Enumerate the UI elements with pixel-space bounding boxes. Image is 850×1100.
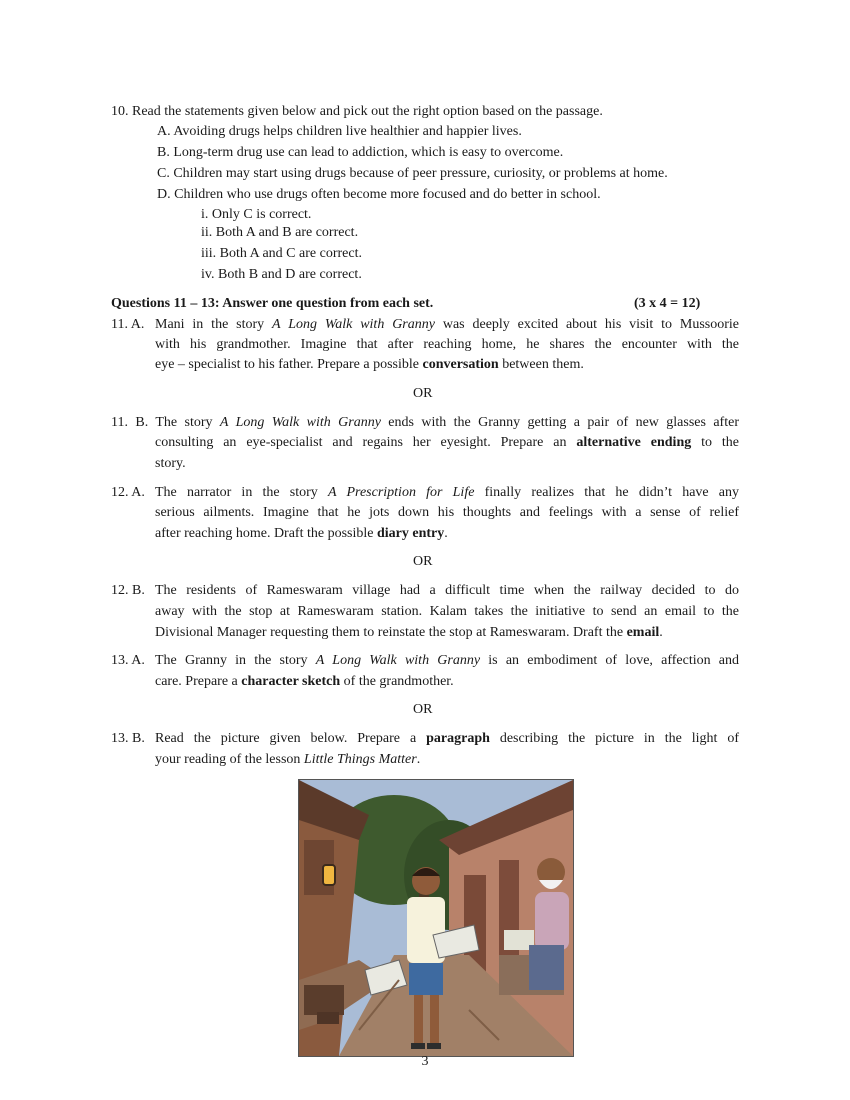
boy-right-leg <box>430 995 439 1045</box>
q12b-line-2: away with the stop at Rameswaram station. Kalam takes the initiative to send an email to the <box>155 604 739 619</box>
boy-left-leg <box>414 995 423 1045</box>
or-separator-2: OR <box>413 554 433 569</box>
q11b-line-2: consulting an eye-specialist and regains her eyesight. Prepare an alternative ending to the <box>155 435 740 450</box>
q12a-line-3: after reaching home. Draft the possible diary entry. <box>155 526 448 541</box>
q10-statement-b: B. Long-term drug use can lead to addiction, which is easy to overcome. <box>157 145 564 160</box>
set-header-title: Questions 11 – 13: Answer one question from each set. <box>111 296 434 311</box>
set-header-marks: (3 x 4 = 12) <box>634 296 701 311</box>
crate-small <box>317 1012 339 1024</box>
q11b-line-3: story. <box>155 456 186 471</box>
q13a-line-2: care. Prepare a character sketch of the grandmother. <box>155 674 454 689</box>
crate <box>304 985 344 1015</box>
q12b-number: 12. B. <box>111 583 145 598</box>
boy-left-sandal <box>411 1043 425 1049</box>
q10-statement-d: D. Children who use drugs often become more focused and do better in school. <box>157 187 601 202</box>
q12b-line-3: Divisional Manager requesting them to reinstate the stop at Rameswaram. Draft the email. <box>155 625 663 640</box>
q13b-number: 13. B. <box>111 731 145 746</box>
old-man-shirt <box>535 892 569 950</box>
q13b-line-1: Read the picture given below. Prepare a paragraph describing the picture in the light of <box>155 731 740 746</box>
q13a-line-1: The Granny in the story A Long Walk with Granny is an embodiment of love, affection and <box>155 653 740 668</box>
q10-option-ii: ii. Both A and B are correct. <box>201 225 359 240</box>
or-separator-3: OR <box>413 702 433 717</box>
q12b-line-1: The residents of Rameswaram village had a difficult time when the railway decided to do <box>155 583 739 598</box>
q10-intro: 10. Read the statements given below and pick out the right option based on the passage. <box>111 104 603 119</box>
q12a-line-1: The narrator in the story A Prescription for Life finally realizes that he didn’t have any <box>155 485 740 500</box>
lantern <box>323 865 335 885</box>
page-number: 3 <box>421 1054 429 1069</box>
q11a-line-2: with his grandmother. Imagine that after reaching home, he shares the encounter with the <box>155 337 739 352</box>
q11a-line-3: eye – specialist to his father. Prepare a possible conversation between them. <box>155 357 584 372</box>
q12a-number: 12. A. <box>111 485 145 500</box>
illustration-svg <box>299 780 573 1056</box>
q10-option-i: i. Only C is correct. <box>201 207 312 222</box>
q13a-number: 13. A. <box>111 653 145 668</box>
newspaper-boy-illustration <box>298 779 574 1057</box>
q10-statement-a: A. Avoiding drugs helps children live healthier and happier lives. <box>157 124 522 139</box>
q11b-line-1: 11. B. The story A Long Walk with Granny ends with the Granny getting a pair of new glasses after <box>111 415 739 430</box>
q10-option-iii: iii. Both A and C are correct. <box>201 246 362 261</box>
q10-statement-c: C. Children may start using drugs because of peer pressure, curiosity, or problems at home. <box>157 166 668 181</box>
q13b-line-2: your reading of the lesson Little Things Matter. <box>155 752 421 767</box>
q11a-number: 11. A. <box>111 317 145 332</box>
boy-right-sandal <box>427 1043 441 1049</box>
boy-shorts <box>409 963 443 995</box>
old-man-trousers <box>529 945 564 990</box>
or-separator-1: OR <box>413 386 433 401</box>
q10-option-iv: iv. Both B and D are correct. <box>201 267 362 282</box>
q12a-line-2: serious ailments. Imagine that he jots down his thoughts and feelings with a sense of relief <box>155 505 739 520</box>
q11a-line-1: Mani in the story A Long Walk with Granny was deeply excited about his visit to Mussoorie <box>155 317 739 332</box>
